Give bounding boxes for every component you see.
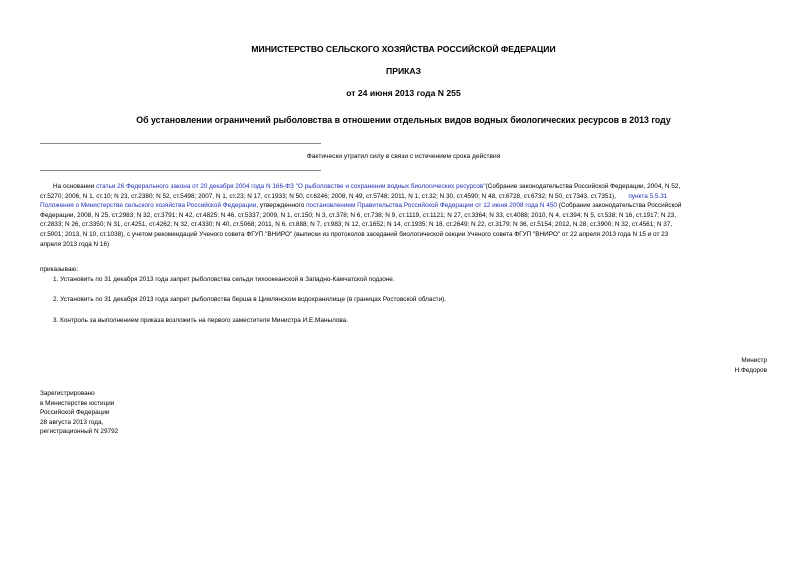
clause-link[interactable]: пункта 5.5.31 xyxy=(628,192,668,200)
preamble-line-6: ст.5001; 2013, N 10, ст.1038), с учетом рекомендаций Ученого совета ФГУП "ВНИРО" (выписки из протоколов заседаний биологической секции Ученого совета ФГУП "ВНИРО" от 22 апреля 2013 года N 15 и от 23 xyxy=(40,230,669,238)
orders-label: приказываю: xyxy=(40,266,78,273)
preamble-line-7: апреля 2013 года N 16) xyxy=(40,240,110,248)
preamble-paragraph xyxy=(40,182,807,249)
law-link[interactable]: статьи 26 Федерального закона от 20 декабря 2004 года N 166-ФЗ "О рыболовстве и сохранении водных биологических ресурсов" xyxy=(96,183,486,190)
document-title: Об установлении ограничений рыболовства в отношении отдельных видов водных биологических ресурсов в 2013 году xyxy=(136,115,671,125)
registration-line: Зарегистрировано xyxy=(40,390,95,397)
status-note: Фактически утратил силу в связи с истечением срока действия xyxy=(306,153,501,160)
order-type-heading: ПРИКАЗ xyxy=(386,66,421,76)
regulation-link[interactable]: Положения о Министерстве сельского хозяйства Российской Федерации xyxy=(40,202,257,210)
registration-block xyxy=(40,389,118,437)
preamble-line-2 xyxy=(40,192,807,202)
divider-bottom xyxy=(40,170,321,171)
signatory-title: Министр xyxy=(741,357,767,364)
preamble-line-5: ст.2833; N 26, ст.3350; N 31, ст.4251, ст.4262; N 32, ст.4330; N 40, ст.5068; 2011, N 6, ст.888; N 7, ст.983; N 12, ст.1652; N 14, ст.1935; N 18, ст.2649; N 22, ст.3179; N 36, ст.5154; 2012, N 28, ст.3900; N 32, ст.4561; N 37, xyxy=(40,221,673,229)
divider-top xyxy=(40,143,321,144)
registration-line: регистрационный N 29792 xyxy=(40,428,119,436)
order-item: 3. Контроль за выполнением приказа возложить на первого заместителя Министра И.Е.Манылова. xyxy=(53,317,349,324)
order-item: 2. Установить по 31 декабря 2013 года запрет рыболовства берша в Цимлянском водохранилище (в границах Ростовской области). xyxy=(53,296,447,303)
preamble-text: На основании xyxy=(53,183,97,190)
registration-line: Российской Федерации xyxy=(40,409,110,417)
resolution-link[interactable]: постановлением Правительства Российской Федерации от 12 июня 2008 года N 450 xyxy=(306,202,557,210)
order-date: от 24 июня 2013 года N 255 xyxy=(346,88,461,98)
preamble-line-3 xyxy=(40,201,807,211)
preamble-text: (Собрание законодательства Российской Федерации, 2004, N 52, xyxy=(485,183,681,190)
signatory-name: Н.Федоров xyxy=(734,367,767,374)
preamble-line-4: Федерации, 2008, N 25, ст.2983; N 32, ст.3791; N 42, ст.4825; N 46, ст.5337; 2009, N 1, ст.150; N 3, ст.378; N 6, ст.738; N 9, ст.1119, ст.1121; N 27, ст.3364; N 33, ст.4088; 2010, N 4, ст.394; N 5, ст.538; N 16, ст.1917; N 23, xyxy=(40,211,677,219)
preamble-text: ст.5270; 2006, N 1, ст.10; N 23, ст.2380; N 52, ст.5498; 2007, N 1, ст.23; N 17, ст.1933; N 50, ст.6246; 2008, N 49, ст.5748; 2011, N 1, ст.32; N 30, ст.4590; N 48, ст.6728, ст.6732; N 50, ст.7343, ст.7351), xyxy=(40,192,616,200)
preamble-text: (Собрание законодательства Российской xyxy=(556,202,682,210)
ministry-heading: МИНИСТЕРСТВО СЕЛЬСКОГО ХОЗЯЙСТВА РОССИЙСКОЙ ФЕДЕРАЦИИ xyxy=(251,44,556,54)
preamble-line-1 xyxy=(40,182,807,192)
registration-line: в Министерстве юстиции xyxy=(40,399,115,407)
preamble-text: , утвержденного xyxy=(256,202,307,210)
registration-line: 28 августа 2013 года, xyxy=(40,418,104,426)
order-item: 1. Установить по 31 декабря 2013 года запрет рыболовства сельди тихоокеанской в Западно-Камчатской подзоне. xyxy=(53,276,395,283)
